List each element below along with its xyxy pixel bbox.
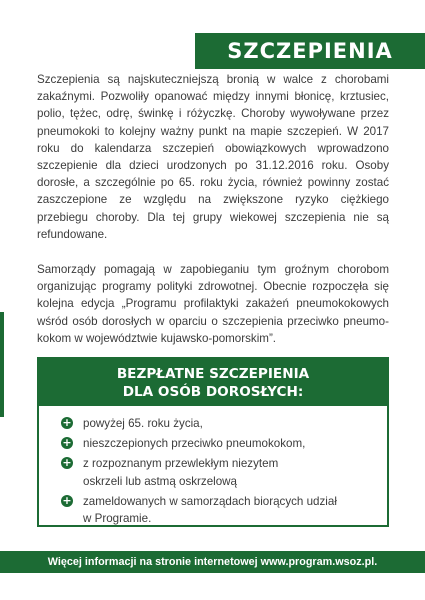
program-paragraph: Samorządy pomagają w zapobieganiu tym groźnym chorobom organizując programy polityki zdrowotnej. Obecnie rozpoczęła się kolejna edycja „Programu profilaktyki zakażeń pneumokokowych wśród osób dorosłych w oparciu o szczepienia przeciwko pneumo-kokom w województwie kujawsko-pomorskim”. (37, 263, 389, 345)
page-title: SZCZEPIENIA (195, 33, 425, 69)
list-item-text: powyżej 65. roku życia, (83, 417, 203, 430)
box-title-line-2: DLA OSÓB DOROSŁYCH: (122, 383, 304, 400)
plus-circle-icon: + (62, 493, 72, 507)
footer-text: Więcej informacji na stronie internetowej www.program.wsoz.pl. (47, 556, 378, 568)
plus-circle-icon: + (62, 416, 72, 429)
list-item (61, 455, 387, 489)
intro-paragraph: Szczepienia są najskuteczniejszą bronią w walce z chorobami zakaźnymi. Pozwoliły opanować między innymi błonicę, krztusiec, polio, tężec, odrę, świnkę i różyczkę. Choroby wywoływane przez pneumokoki to kolejny ważny punkt na mapie szczepień. W 2017 roku do kalendarza szczepień obowiązkowych wprowadzono szczepienie dla dzieci urodzonych po 31.12.2016 roku. Osoby dorosłe, a szczególnie po 65. roku życia, również powinny zostać zaszczepione ze względu na zwiększone ryzyko ciężkiego przebiegu choroby. Dla tej grupy wiekowej szczepienia nie są refundowane. (37, 73, 389, 241)
plus-circle-icon: + (62, 456, 72, 470)
left-accent-bar (0, 312, 4, 417)
list-item-text: zameldowanych w samorządach biorących udział w Programie. (83, 494, 337, 526)
list-item (61, 493, 387, 527)
list-item (61, 435, 387, 452)
footer-info-bar (0, 551, 425, 573)
list-item-text: nieszczepionych przeciwko pneumokokom, (83, 437, 306, 451)
box-title-line-1: BEZPŁATNE SZCZEPIENIA (116, 365, 310, 382)
list-item (61, 415, 387, 432)
free-vaccination-box-header (39, 359, 387, 406)
list-item-text: z rozpoznanym przewlekłym niezytem oskrzeli lub astmą oskrzelową (83, 457, 279, 488)
eligibility-list (39, 406, 387, 527)
plus-circle-icon: + (62, 436, 72, 450)
free-vaccination-box (37, 357, 389, 527)
